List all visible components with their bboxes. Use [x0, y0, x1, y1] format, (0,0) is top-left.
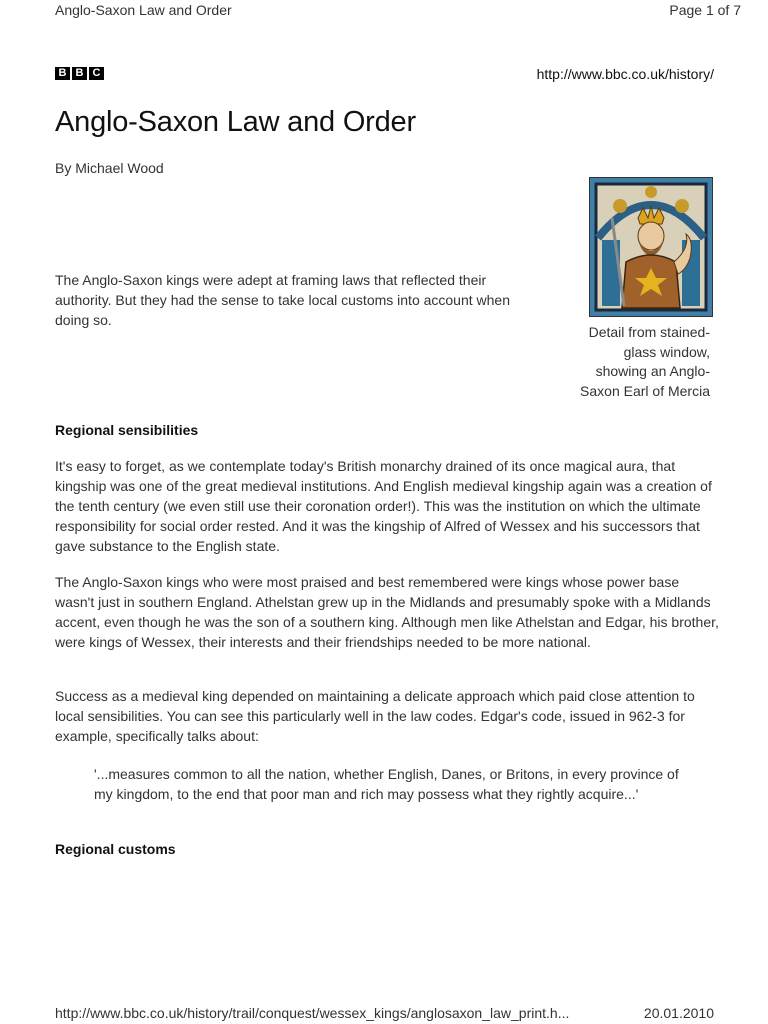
- section-paragraph: The Anglo-Saxon kings who were most praised and best remembered were kings whose power base wasn't just in southern England. Athelstan grew up in the Midlands and presumably spoke with a Midlands accent, even though he was the son of a southern king. Although men like Athelstan and Edgar, his brother, were kings of Wessex, their interests and their friendships needed to be more national.: [55, 574, 719, 650]
- article-intro: The Anglo-Saxon kings were adept at framing laws that reflected their authority. But they had the sense to take local customs into account when doing so.: [55, 272, 511, 328]
- section-paragraph: Success as a medieval king depended on maintaining a delicate approach which paid close attention to local sensibilities. You can see this particularly well in the law codes. Edgar's code, issued in 962-3 for example, specifically talks about:: [55, 688, 695, 744]
- print-page-number: Page 1 of 7: [669, 2, 741, 18]
- bbc-logo-letter: B: [72, 67, 87, 80]
- section-heading-regional-sensibilities: Regional sensibilities: [55, 422, 199, 438]
- article-byline: By Michael Wood: [55, 160, 164, 176]
- bbc-logo[interactable]: [55, 67, 104, 80]
- print-footer-date: 20.01.2010: [643, 1005, 714, 1021]
- edgar-code-quote: '...measures common to all the nation, whether English, Danes, or Britons, in every province of my kingdom, to the end that poor man and rich may possess what they rightly acquire...': [94, 766, 679, 802]
- section-paragraph: It's easy to forget, as we contemplate today's British monarchy drained of its once magical aura, that kingship was one of the great medieval institutions. And English medieval kingship again was a creation of the tenth century (we even still use their coronation order!). This was the institution on which the ultimate responsibility for social order rested. And it was the kingship of Alfred of Wessex and his successors that gave substance to the English state.: [55, 458, 712, 554]
- stained-glass-image: [589, 177, 713, 317]
- stained-glass-illustration: [590, 178, 712, 316]
- print-footer-url: http://www.bbc.co.uk/history/trail/conquest/wessex_kings/anglosaxon_law_print.h...: [55, 1005, 570, 1021]
- bbc-logo-letter: C: [89, 67, 104, 80]
- article-title: Anglo-Saxon Law and Order: [55, 106, 416, 138]
- figure-caption: Detail from stained-glass window, showing an Anglo-Saxon Earl of Mercia: [580, 324, 710, 399]
- print-header-title: Anglo-Saxon Law and Order: [55, 2, 232, 18]
- section-heading-regional-customs: Regional customs: [55, 841, 176, 857]
- bbc-logo-letter: B: [55, 67, 70, 80]
- site-url-link[interactable]: http://www.bbc.co.uk/history/: [536, 66, 714, 82]
